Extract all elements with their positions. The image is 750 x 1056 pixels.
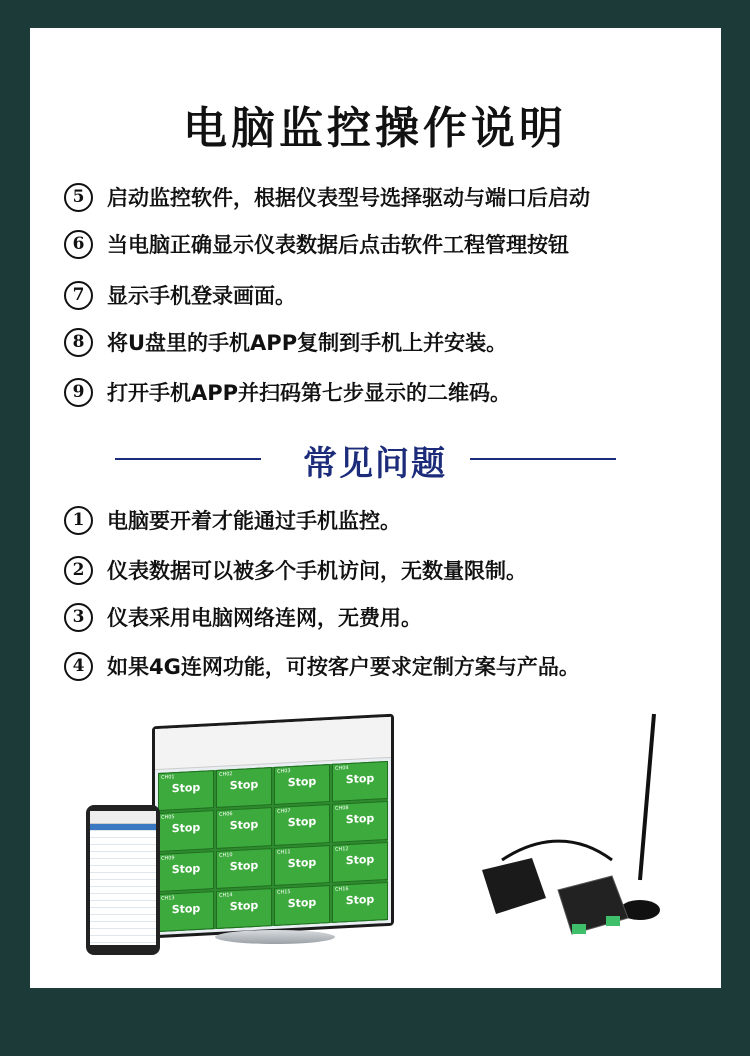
step-item — [64, 280, 296, 310]
step-text: 打开手机APP并扫码第七步显示的二维码。 — [107, 381, 512, 405]
divider-right — [470, 458, 616, 460]
faq-item — [64, 602, 422, 632]
channel-cell — [332, 841, 388, 882]
faq-item — [64, 651, 580, 681]
channel-status: Stop — [287, 774, 317, 790]
monitor-screen — [155, 717, 391, 935]
step-number: 6 — [64, 230, 93, 259]
step-number: 8 — [64, 328, 93, 357]
channel-label: CH16 — [335, 885, 349, 893]
channel-status: Stop — [345, 771, 375, 787]
list-item — [90, 908, 156, 915]
phone-screen — [90, 811, 156, 945]
channel-status: Stop — [287, 814, 317, 830]
step-item — [64, 377, 511, 407]
channel-label: CH06 — [219, 811, 233, 819]
channel-cell — [332, 761, 388, 802]
channel-label: CH12 — [335, 845, 349, 853]
list-item — [90, 929, 156, 936]
list-item — [90, 873, 156, 880]
channel-label: CH10 — [219, 851, 233, 859]
step-text: 当电脑正确显示仪表数据后点击软件工程管理按钮 — [107, 233, 569, 257]
channel-label: CH08 — [335, 805, 349, 813]
channel-label: CH02 — [219, 771, 233, 778]
list-item — [90, 894, 156, 901]
channel-status: Stop — [229, 777, 259, 793]
channel-label: CH07 — [277, 808, 291, 816]
channel-cell — [158, 770, 214, 811]
list-item — [90, 901, 156, 908]
faq-text: 仪表采用电脑网络连网，无费用。 — [107, 606, 422, 630]
step-text: 显示手机登录画面。 — [107, 284, 296, 308]
channel-status: Stop — [345, 892, 375, 907]
step-number: 5 — [64, 183, 93, 212]
channel-status: Stop — [229, 858, 259, 873]
channel-label: CH01 — [161, 774, 175, 781]
step-number: 9 — [64, 378, 93, 407]
channel-label: CH04 — [335, 765, 349, 772]
channel-cell — [216, 848, 272, 889]
channel-status: Stop — [229, 898, 259, 914]
gateway-device-image — [462, 710, 702, 958]
power-adapter-icon — [482, 858, 546, 914]
list-item — [90, 936, 156, 943]
channel-cell — [158, 891, 214, 932]
channel-label: CH09 — [161, 854, 175, 862]
step-item — [64, 229, 569, 259]
channel-status: Stop — [171, 821, 201, 836]
faq-text: 电脑要开着才能通过手机监控。 — [107, 509, 401, 533]
list-item — [90, 922, 156, 929]
channel-cell — [332, 882, 388, 923]
faq-text: 如果4G连网功能，可按客户要求定制方案与产品。 — [107, 655, 580, 679]
channel-status: Stop — [287, 895, 317, 910]
list-item — [90, 824, 156, 831]
channel-label: CH03 — [277, 768, 291, 775]
faq-text: 仪表数据可以被多个手机访问，无数量限制。 — [107, 559, 527, 583]
phone-image — [86, 805, 160, 955]
channel-cell — [216, 767, 272, 808]
channel-status: Stop — [171, 901, 201, 917]
channel-cell — [332, 801, 388, 842]
channel-label: CH14 — [219, 891, 233, 899]
faq-number: 4 — [64, 652, 93, 681]
list-item — [90, 915, 156, 922]
list-item — [90, 866, 156, 873]
terminal-icon — [572, 924, 586, 934]
list-item — [90, 831, 156, 838]
faq-number: 1 — [64, 506, 93, 535]
faq-title: 常见问题 — [303, 444, 447, 484]
channel-label: CH05 — [161, 814, 175, 822]
channel-label: CH13 — [161, 894, 175, 902]
step-item — [64, 327, 507, 357]
faq-number: 3 — [64, 603, 93, 632]
list-item — [90, 880, 156, 887]
list-item — [90, 859, 156, 866]
channel-status: Stop — [345, 852, 375, 867]
channel-cell — [274, 764, 330, 805]
channel-status: Stop — [229, 818, 259, 833]
channel-cell — [274, 845, 330, 886]
faq-number: 2 — [64, 556, 93, 585]
channel-status: Stop — [171, 861, 201, 876]
channel-cell — [158, 851, 214, 892]
channel-status: Stop — [171, 780, 201, 796]
channel-label: CH11 — [277, 848, 291, 856]
step-item — [64, 182, 590, 212]
step-text: 启动监控软件，根据仪表型号选择驱动与端口后启动 — [107, 186, 590, 210]
monitor-image — [152, 714, 394, 939]
faq-item — [64, 555, 527, 585]
page-title: 电脑监控操作说明 — [183, 103, 567, 154]
phone-header — [90, 811, 156, 824]
list-item — [90, 845, 156, 852]
channel-cell — [216, 888, 272, 929]
cable-icon — [502, 841, 612, 860]
channel-status: Stop — [287, 855, 317, 870]
channel-label: CH15 — [277, 888, 291, 896]
list-item — [90, 852, 156, 859]
faq-item — [64, 505, 401, 535]
channel-grid — [158, 761, 388, 932]
channel-cell — [158, 810, 214, 851]
list-item — [90, 887, 156, 894]
channel-cell — [274, 885, 330, 926]
list-item — [90, 838, 156, 845]
step-number: 7 — [64, 281, 93, 310]
channel-status: Stop — [345, 811, 375, 827]
channel-cell — [216, 807, 272, 848]
terminal-icon — [606, 916, 620, 926]
antenna-icon — [640, 714, 654, 880]
monitor-stand — [215, 930, 335, 944]
step-text: 将U盘里的手机APP复制到手机上并安装。 — [107, 331, 508, 355]
channel-cell — [274, 804, 330, 845]
